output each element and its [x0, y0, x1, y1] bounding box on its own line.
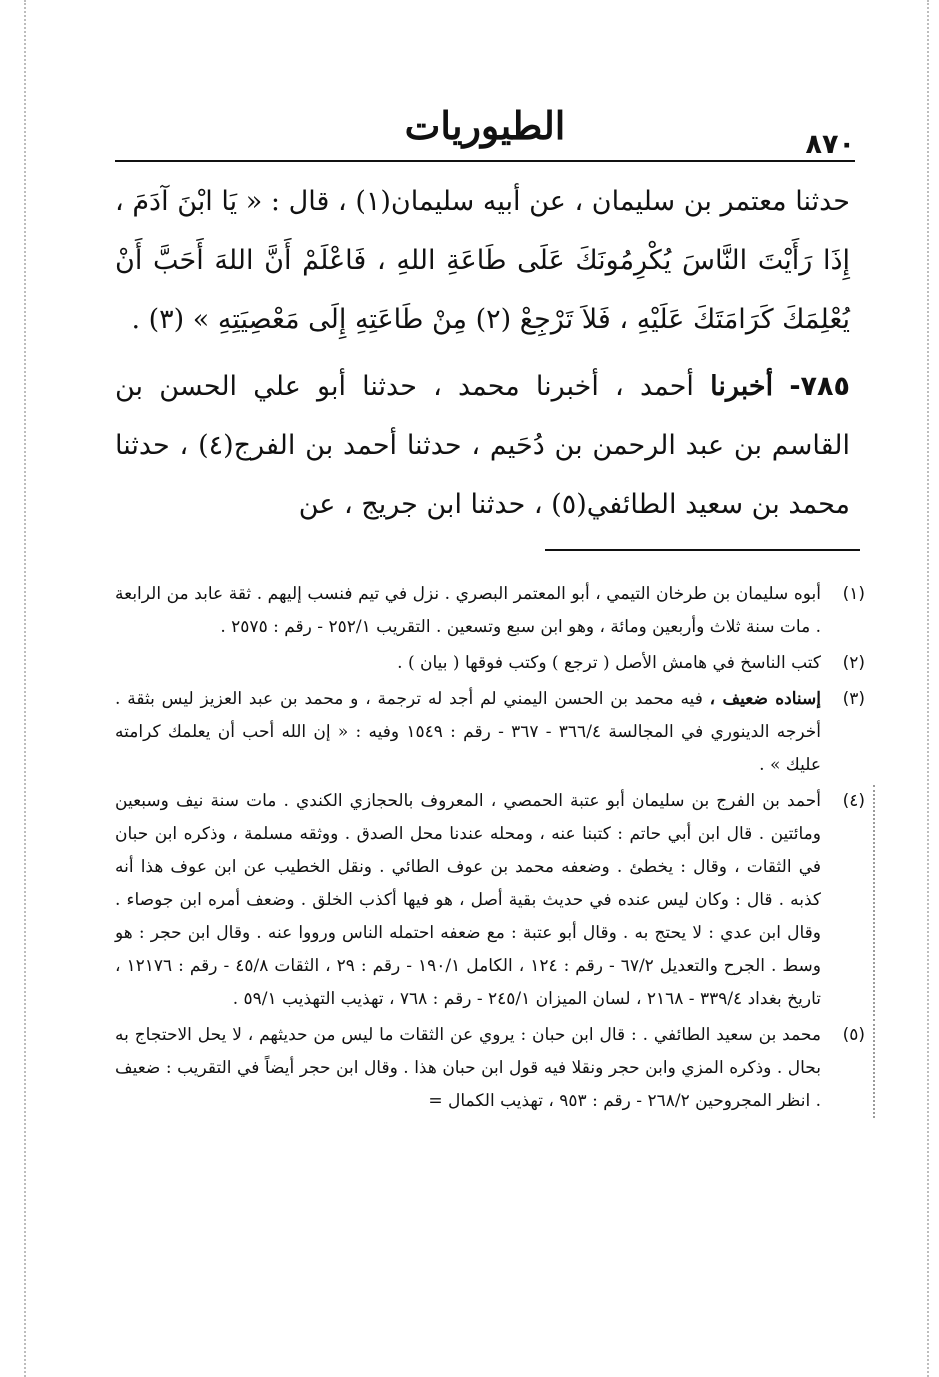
- main-text: [115, 172, 850, 534]
- footnote-text: [115, 647, 821, 680]
- paragraph-2-text: أحمد ، أخبرنا محمد ، حدثنا أبو علي الحسن بن القاسم بن عبد الرحمن بن دُحَيم ، حدثنا أحمد بن الفرج(٤) ، حدثنا محمد بن سعيد الطائفي(٥) ، حدثنا ابن جريج ، عن: [115, 371, 850, 520]
- footnote-2: [115, 647, 865, 680]
- footnote-body: أبوه سليمان بن طرخان التيمي ، أبو المعتمر البصري . نزل في تيم فنسب إليهم . ثقة عابد من الرابعة . مات سنة ثلاث وأربعين ومائة ، وهو ابن سبع وتسعين . التقريب ٢٥٢/١ - رقم : ٢٥٧٥ .: [115, 584, 821, 637]
- scan-edge-left: [24, 0, 26, 1377]
- footnote-number: (١): [842, 584, 865, 604]
- footnote-text: [115, 785, 821, 1016]
- footnote-body: محمد بن سعيد الطائفي . : قال ابن حبان : يروي عن الثقات ما ليس من حديثهم ، لا يحل الاحتجاج به بحال . وذكره المزي وابن حجر ونقلا فيه قول ابن حبان هذا . وقال ابن حجر أيضاً في التقريب : ضعيف . انظر المجروحين ٢٦٨/٢ - رقم : ٩٥٣ ، تهذيب الكمال =: [115, 1025, 821, 1111]
- scan-edge-right: [927, 0, 929, 1377]
- paragraph-2: [115, 357, 850, 534]
- footnote-4: [115, 785, 875, 1016]
- footnote-number: (٥): [842, 1025, 865, 1045]
- footnotes: [115, 578, 865, 1121]
- footnote-text: [115, 683, 821, 782]
- page-number: ٨٧٠: [805, 129, 855, 160]
- footnote-text: [115, 578, 821, 644]
- footnote-body: فيه محمد بن الحسن اليمني لم أجد له ترجمة ، و محمد بن عبد العزيز ليس بثقة . أخرجه الدينوري في المجالسة ٣٦٦/٤ - ٣٦٧ - رقم : ١٥٤٩ وفيه : « إن الله أحب أن يعلمك كرامته عليك » .: [115, 689, 821, 775]
- footnote-1: [115, 578, 865, 644]
- footnote-3: [115, 683, 865, 782]
- footnote-text: [115, 1019, 821, 1118]
- header-rule: [115, 160, 855, 162]
- footnote-number: (٢): [842, 653, 865, 673]
- footnote-number: (٣): [842, 689, 865, 709]
- footnote-body: كتب الناسخ في هامش الأصل ( ترجع ) وكتب فوقها ( بيان ) .: [397, 653, 821, 673]
- footnote-bold-lead: إسناده ضعيف ،: [709, 689, 821, 709]
- paragraph-1: حدثنا معتمر بن سليمان ، عن أبيه سليمان(١) ، قال : « يَا ابْنَ آدَمَ ، إِذَا رَأَيْتَ النَّاسَ يُكْرِمُونَكَ عَلَى طَاعَةِ اللهِ ، فَاعْلَمْ أَنَّ اللهَ أَحَبَّ أَنْ يُعْلِمَكَ كَرَامَتَكَ عَلَيْهِ ، فَلاَ تَرْجِعْ (٢) مِنْ طَاعَتِهِ إِلَى مَعْصِيَتِهِ » (٣) .: [115, 186, 850, 335]
- footnote-number: (٤): [842, 791, 865, 811]
- footnote-body: أحمد بن الفرج بن سليمان أبو عتبة الحمصي ، المعروف بالحجازي الكندي . مات سنة نيف وسبعين ومائتين . قال ابن أبي حاتم : كتبنا عنه ، ومحله عندنا محل الصدق . ووثقه مسلمة ، وذكره ابن حبان في الثقات ، وقال : يخطئ . وضعفه محمد بن عوف الطائي . ونقل الخطيب عن ابن عوف هذا أنه كذبه . قال : وكان ليس عنده في حديث بقية أصل ، هو فيها أكذب الخلق . وضعف أمره ابن جوصاء . وقال ابن عدي : لا يحتج به . وقال أبو عتبة : مع ضعفه احتمله الناس ورووا عنه . وقال ابن حجر : هو وسط . الجرح والتعديل ٦٧/٢ - رقم : ١٢٤ ، الكامل ١٩٠/١ - رقم : ٢٩ ، الثقات ٤٥/٨ - رقم : ١٢١٧٦ ، تاريخ بغداد ٣٣٩/٤ - ٢١٦٨ ، لسان الميزان ٢٤٥/١ - رقم : ٧٦٨ ، تهذيب التهذيب ٥٩/١ .: [115, 791, 821, 1009]
- book-title: الطيوريات: [404, 103, 566, 148]
- page-header: [115, 95, 855, 161]
- footnote-separator: [545, 549, 860, 551]
- footnote-5: [115, 1019, 875, 1118]
- paragraph-2-lead: أخبرنا: [710, 371, 774, 402]
- hadith-number: ٧٨٥-: [789, 371, 850, 402]
